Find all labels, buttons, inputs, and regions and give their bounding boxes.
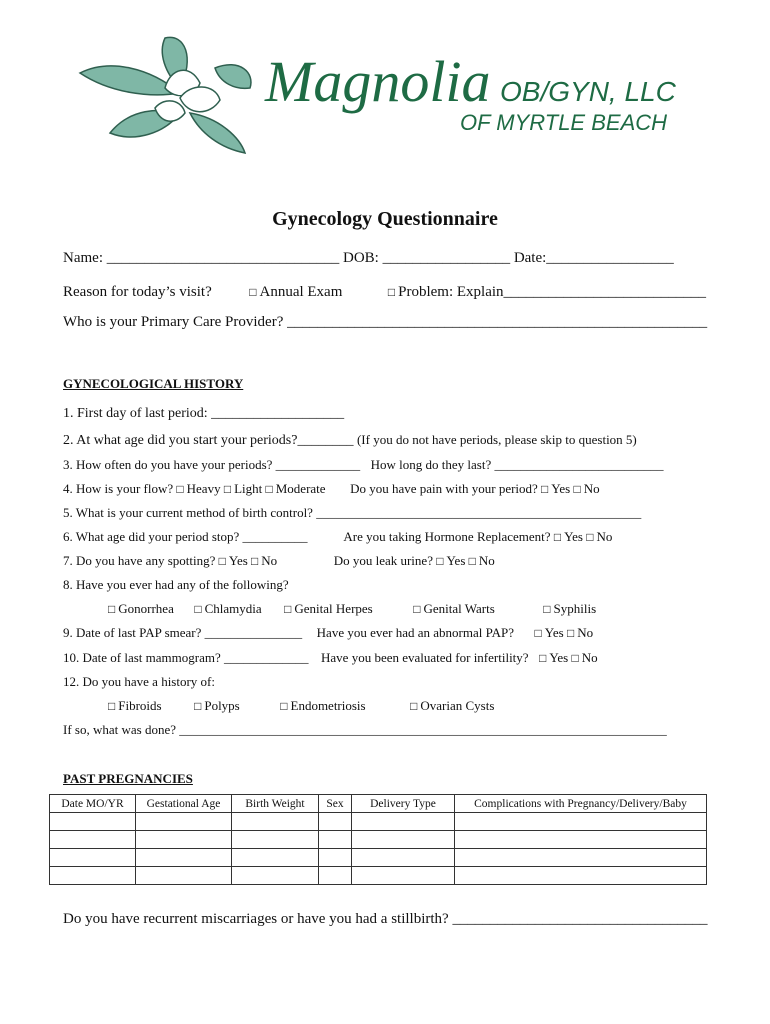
q2-question[interactable]: 2. At what age did you start your periods?________ xyxy=(63,433,354,448)
infertility-yes-label: Yes xyxy=(549,650,569,665)
table-cell[interactable] xyxy=(232,831,319,849)
hrt-no-checkbox[interactable]: □ xyxy=(586,530,594,544)
gonorrhea-checkbox[interactable]: □ xyxy=(108,602,116,616)
name-dob-date-line[interactable]: Name: _______________________________ DOB: _________________ Date:_________________ xyxy=(63,250,674,266)
annual-checkbox[interactable]: □ xyxy=(249,285,257,299)
chlamydia-checkbox[interactable]: □ xyxy=(194,602,202,616)
q1[interactable]: 1. First day of last period: ___________________ xyxy=(63,406,345,421)
spotting-question: 7. Do you have any spotting? xyxy=(63,553,216,568)
table-cell[interactable] xyxy=(136,813,232,831)
q9 xyxy=(63,625,593,641)
table-cell[interactable] xyxy=(319,849,352,867)
pcp-line[interactable]: Who is your Primary Care Provider? ________________________________________________________ xyxy=(63,314,708,330)
col-complications: Complications with Pregnancy/Delivery/Baby xyxy=(455,795,707,813)
gonorrhea-label: Gonorrhea xyxy=(118,601,174,616)
infertility-no-checkbox[interactable]: □ xyxy=(571,651,579,665)
final-question[interactable]: Do you have recurrent miscarriages or have you had a stillbirth? __________________________________ xyxy=(63,911,708,927)
mammogram-date-question[interactable]: 10. Date of last mammogram? _____________ xyxy=(63,650,309,665)
endometriosis-label: Endometriosis xyxy=(290,698,366,713)
flow-moderate-label: Moderate xyxy=(275,481,326,496)
endometriosis-checkbox[interactable]: □ xyxy=(280,699,288,713)
q4 xyxy=(63,481,600,497)
hrt-yes-checkbox[interactable]: □ xyxy=(553,530,562,544)
table-cell[interactable] xyxy=(50,831,136,849)
problem-checkbox[interactable]: □ xyxy=(387,285,396,299)
table-cell[interactable] xyxy=(232,849,319,867)
table-cell[interactable] xyxy=(352,867,455,885)
q6-question[interactable]: 6. What age did your period stop? __________ xyxy=(63,529,308,544)
pap-no-label: No xyxy=(577,625,594,640)
q10 xyxy=(63,650,598,666)
table-cell[interactable] xyxy=(232,813,319,831)
herpes-checkbox[interactable]: □ xyxy=(284,602,292,616)
reason-label: Reason for today’s visit? xyxy=(63,284,212,300)
syphilis-label: Syphilis xyxy=(553,601,597,616)
spotting-no-checkbox[interactable]: □ xyxy=(251,554,259,568)
pap-date-question[interactable]: 9. Date of last PAP smear? _______________ xyxy=(63,625,303,640)
q5[interactable]: 5. What is your current method of birth control? __________________________________________________ xyxy=(63,505,642,520)
fibroids-label: Fibroids xyxy=(118,698,162,713)
pap-yes-checkbox[interactable]: □ xyxy=(534,626,542,640)
table-row xyxy=(50,831,707,849)
urine-yes-checkbox[interactable]: □ xyxy=(436,554,444,568)
flow-heavy-label: Heavy xyxy=(186,481,221,496)
warts-label: Genital Warts xyxy=(423,601,495,616)
flow-heavy-checkbox[interactable]: □ xyxy=(176,482,184,496)
pregnancies-table xyxy=(49,794,707,885)
chlamydia-label: Chlamydia xyxy=(204,601,262,616)
hrt-no-label: No xyxy=(596,529,613,544)
urine-no-label: No xyxy=(478,553,495,568)
pain-no-label: No xyxy=(583,481,600,496)
logo-name: Magnolia xyxy=(265,49,491,114)
hrt-question: Are you taking Hormone Replacement? xyxy=(343,529,551,544)
spotting-yes-checkbox[interactable]: □ xyxy=(218,554,226,568)
q2 xyxy=(63,432,637,449)
past-pregnancies-header: PAST PREGNANCIES xyxy=(63,771,193,786)
table-header-row xyxy=(50,795,707,813)
table-cell[interactable] xyxy=(319,867,352,885)
ovarian-cysts-checkbox[interactable]: □ xyxy=(410,699,418,713)
fibroids-checkbox[interactable]: □ xyxy=(108,699,116,713)
infertility-question: Have you been evaluated for infertility? xyxy=(321,650,529,665)
urine-yes-label: Yes xyxy=(446,553,466,568)
table-cell[interactable] xyxy=(50,867,136,885)
warts-checkbox[interactable]: □ xyxy=(413,602,421,616)
hrt-yes-label: Yes xyxy=(564,529,583,544)
table-cell[interactable] xyxy=(352,831,455,849)
q7 xyxy=(63,553,495,569)
infertility-no-label: No xyxy=(581,650,598,665)
pap-no-checkbox[interactable]: □ xyxy=(566,626,575,640)
pain-no-checkbox[interactable]: □ xyxy=(573,482,581,496)
spotting-yes-label: Yes xyxy=(228,553,248,568)
pain-yes-checkbox[interactable]: □ xyxy=(541,482,549,496)
polyps-checkbox[interactable]: □ xyxy=(194,699,202,713)
table-row xyxy=(50,867,707,885)
logo-sub: OF MYRTLE BEACH xyxy=(460,110,668,135)
flow-light-checkbox[interactable]: □ xyxy=(223,482,232,496)
pap-yes-label: Yes xyxy=(544,625,564,640)
table-cell[interactable] xyxy=(352,849,455,867)
spotting-no-label: No xyxy=(261,553,278,568)
table-cell[interactable] xyxy=(50,813,136,831)
reason-line xyxy=(63,284,706,301)
pain-yes-label: Yes xyxy=(551,481,571,496)
pain-question: Do you have pain with your period? xyxy=(350,481,538,496)
flow-moderate-checkbox[interactable]: □ xyxy=(265,482,273,496)
ovarian-cysts-label: Ovarian Cysts xyxy=(420,698,495,713)
q4-label: 4. How is your flow? xyxy=(63,481,174,496)
col-sex: Sex xyxy=(319,795,352,813)
table-cell[interactable] xyxy=(136,831,232,849)
q12-label: 12. Do you have a history of: xyxy=(63,674,216,689)
if-so-line[interactable]: If so, what was done? ___________________________________________________________________________ xyxy=(63,722,667,737)
table-cell[interactable] xyxy=(136,849,232,867)
table-cell[interactable] xyxy=(136,867,232,885)
q8-label: 8. Have you ever had any of the following? xyxy=(63,577,289,592)
logo-suffix: OB/GYN, LLC xyxy=(500,76,676,107)
urine-question: Do you leak urine? xyxy=(333,553,433,568)
herpes-label: Genital Herpes xyxy=(294,601,373,616)
col-date: Date MO/YR xyxy=(50,795,136,813)
gyn-history-header: GYNECOLOGICAL HISTORY xyxy=(63,376,244,391)
q8-options xyxy=(108,601,596,617)
q3 xyxy=(63,457,664,473)
table-cell[interactable] xyxy=(455,867,707,885)
flow-light-label: Light xyxy=(234,481,263,496)
q3-frequency[interactable]: 3. How often do you have your periods? _____________ xyxy=(63,457,361,472)
abnormal-pap-question: Have you ever had an abnormal PAP? xyxy=(316,625,515,640)
table-cell[interactable] xyxy=(455,849,707,867)
q12-options xyxy=(108,698,494,714)
polyps-label: Polyps xyxy=(204,698,240,713)
q2-note: (If you do not have periods, please skip to question 5) xyxy=(356,432,637,447)
infertility-yes-checkbox[interactable]: □ xyxy=(539,651,547,665)
table-cell[interactable] xyxy=(455,813,707,831)
magnolia-logo xyxy=(70,28,710,158)
syphilis-checkbox[interactable]: □ xyxy=(543,602,551,616)
table-cell[interactable] xyxy=(50,849,136,867)
table-cell[interactable] xyxy=(455,831,707,849)
page-title: Gynecology Questionnaire xyxy=(272,208,498,230)
table-cell[interactable] xyxy=(319,813,352,831)
table-row xyxy=(50,849,707,867)
col-delivery-type: Delivery Type xyxy=(352,795,455,813)
urine-no-checkbox[interactable]: □ xyxy=(468,554,476,568)
col-gestational-age: Gestational Age xyxy=(136,795,232,813)
table-row xyxy=(50,813,707,831)
col-birth-weight: Birth Weight xyxy=(232,795,319,813)
table-cell[interactable] xyxy=(319,831,352,849)
annual-label: Annual Exam xyxy=(259,284,343,300)
table-cell[interactable] xyxy=(352,813,455,831)
q6 xyxy=(63,529,612,545)
problem-label[interactable]: Problem: Explain___________________________ xyxy=(398,284,707,300)
q3-duration[interactable]: How long do they last? __________________________ xyxy=(370,457,664,472)
table-cell[interactable] xyxy=(232,867,319,885)
